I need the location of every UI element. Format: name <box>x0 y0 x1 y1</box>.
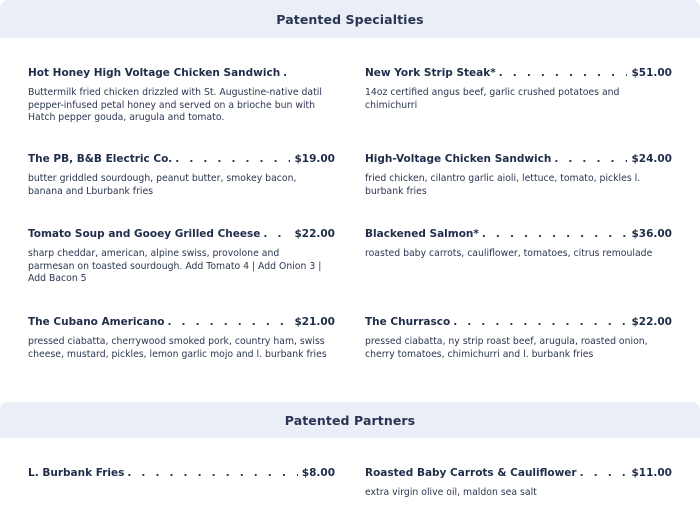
leader-dots <box>496 67 628 79</box>
section-title: Patented Specialties <box>276 11 424 27</box>
leader-dots <box>450 316 627 328</box>
item-price: $51.00 <box>631 67 672 79</box>
item-name: The Churrasco <box>365 316 451 328</box>
item-name: High-Voltage Chicken Sandwich <box>365 153 552 165</box>
leader-dots <box>479 228 628 240</box>
item-name: Tomato Soup and Gooey Grilled Cheese <box>28 228 261 240</box>
item-description: fried chicken, cilantro garlic aioli, lettuce, tomato, pickles l. burbank fries <box>365 173 641 197</box>
item-description: 14oz certified angus beef, garlic crushed potatoes and chimichurri <box>365 87 620 111</box>
item-name: The Cubano Americano <box>28 316 165 328</box>
leader-dots <box>165 316 291 328</box>
section-title: Patented Partners <box>284 412 416 428</box>
item-name: The PB, B&B Electric Co. <box>28 153 173 165</box>
item-price: $19.00 <box>294 153 335 165</box>
menu-item-l-burbank-fries[interactable] <box>28 467 335 483</box>
leader-dots <box>172 153 290 165</box>
item-description: pressed ciabatta, ny strip roast beef, arugula, roasted onion, cherry tomatoes, chimichurri and l. burbank fries <box>365 336 648 360</box>
item-price: $24.00 <box>631 153 672 165</box>
menu-item-cubano-americano[interactable] <box>28 316 335 361</box>
section-header-patented-specialties <box>0 0 700 38</box>
item-name: Roasted Baby Carrots & Cauliflower <box>365 467 577 479</box>
item-name: New York Strip Steak* <box>365 67 496 79</box>
menu-item-roasted-carrots-cauliflower[interactable] <box>365 467 672 500</box>
item-description: roasted baby carrots, cauliflower, tomatoes, citrus remoulade <box>365 248 653 259</box>
section-header-patented-partners <box>0 402 700 438</box>
menu-item-churrasco[interactable] <box>365 316 672 361</box>
item-description: butter griddled sourdough, peanut butter, smokey bacon, banana and Lburbank fries <box>28 173 297 197</box>
item-price: $21.00 <box>294 316 335 328</box>
leader-dots <box>577 467 628 479</box>
item-price: $22.00 <box>631 316 672 328</box>
item-description: Buttermilk fried chicken drizzled with St. Augustine-native datil pepper-infused petal honey and served on a brioche bun with Hatch pepper gouda, arugula and tomato. <box>28 87 322 123</box>
leader-dots <box>280 67 286 79</box>
item-description: pressed ciabatta, cherrywood smoked pork, country ham, swiss cheese, mustard, pickles, lemon garlic mojo and l. burbank fries <box>28 336 327 360</box>
leader-dots <box>551 153 627 165</box>
item-price: $11.00 <box>631 467 672 479</box>
leader-dots <box>260 228 290 240</box>
item-price: $36.00 <box>631 228 672 240</box>
item-name: L. Burbank Fries <box>28 467 125 479</box>
menu-item-high-voltage-sandwich[interactable] <box>365 153 672 198</box>
menu-item-blackened-salmon[interactable] <box>365 228 672 261</box>
item-name: Hot Honey High Voltage Chicken Sandwich <box>28 67 281 79</box>
menu-item-hot-honey-sandwich[interactable] <box>28 67 335 125</box>
item-name: Blackened Salmon* <box>365 228 479 240</box>
item-price: $8.00 <box>301 467 335 479</box>
item-description: sharp cheddar, american, alpine swiss, provolone and parmesan on toasted sourdough. Add Tomato 4 | Add Onion 3 | Add Bacon 5 <box>28 248 322 284</box>
menu-item-tomato-soup-grilled-cheese[interactable] <box>28 228 335 286</box>
leader-dots <box>124 467 297 479</box>
item-description: extra virgin olive oil, maldon sea salt <box>365 487 537 498</box>
menu-item-pb-bb-electric[interactable] <box>28 153 335 198</box>
menu-item-ny-strip-steak[interactable] <box>365 67 672 112</box>
item-price: $22.00 <box>294 228 335 240</box>
